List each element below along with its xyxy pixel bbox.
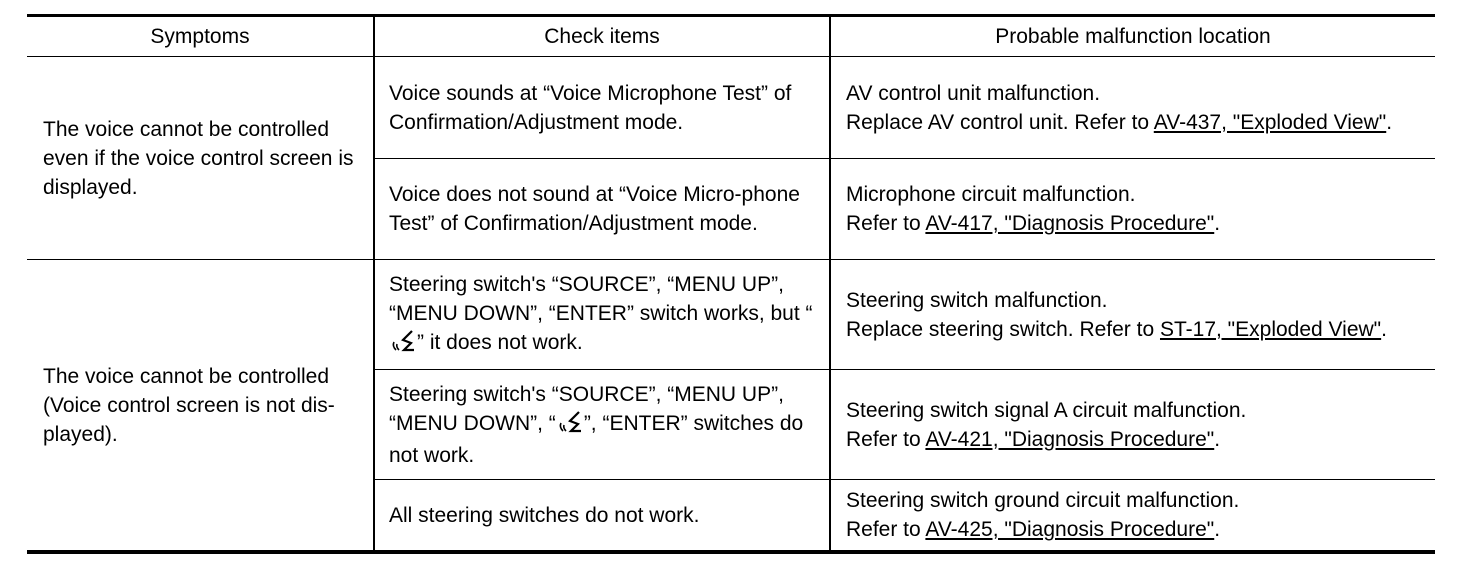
- location-prefix: Refer to: [846, 427, 926, 451]
- reference-link[interactable]: AV-417, "Diagnosis Procedure": [925, 212, 1215, 235]
- symptom-cell: [43, 260, 365, 550]
- location-suffix: .: [1386, 110, 1393, 134]
- header-check-items: Check items: [544, 25, 660, 48]
- location-cell: [846, 57, 1416, 158]
- reference-link[interactable]: ST-17, "Exploded View": [1159, 317, 1382, 341]
- location-suffix: .: [1214, 427, 1221, 451]
- location-cell: [846, 370, 1416, 479]
- location-cell: [846, 159, 1416, 259]
- symptom-text: The voice cannot be controlled even if the voice control screen is displayed.: [43, 117, 354, 199]
- check-item-text: [389, 380, 825, 470]
- check-item-text: Voice sounds at “Voice Microphone Test” of Confirmation/Adjustment mode.: [389, 81, 792, 134]
- location-title: Steering switch signal A circuit malfunction.: [846, 398, 1247, 422]
- check-item-text-part: ”, “ENTER” switches do not work.: [389, 411, 804, 467]
- voice-switch-icon: [390, 328, 416, 360]
- check-item-text-part: Steering switch's “SOURCE”, “MENU UP”, “MENU DOWN”, “ENTER” switch works, but “: [389, 272, 813, 325]
- diagnosis-table: [27, 14, 1435, 554]
- symptom-cell: [43, 57, 365, 259]
- location-cell: [846, 260, 1416, 369]
- location-title: Steering switch malfunction.: [846, 288, 1108, 312]
- location-title: Steering switch ground circuit malfunction.: [846, 489, 1240, 512]
- location-suffix: .: [1214, 518, 1221, 541]
- check-item-text-part: Steering switch's “SOURCE”, “MENU UP”, “MENU DOWN”, “: [389, 382, 784, 435]
- check-item-cell: [389, 480, 825, 550]
- header-probable-location: Probable malfunction location: [995, 25, 1271, 48]
- reference-link[interactable]: AV-437, "Exploded View": [1153, 110, 1387, 134]
- column-divider: [373, 14, 375, 554]
- header-symptoms: Symptoms: [150, 25, 250, 48]
- reference-link[interactable]: AV-421, "Diagnosis Procedure": [925, 427, 1215, 451]
- check-item-text: Voice does not sound at “Voice Micro-phone Test” of Confirmation/Adjustment mode.: [389, 183, 800, 235]
- location-title: AV control unit malfunction.: [846, 81, 1101, 105]
- check-item-cell: [389, 370, 825, 479]
- location-cell: [846, 480, 1416, 550]
- location-suffix: .: [1381, 317, 1387, 341]
- location-title: Microphone circuit malfunction.: [846, 183, 1136, 206]
- check-item-text: All steering switches do not work.: [389, 503, 700, 527]
- location-prefix: Refer to: [846, 518, 926, 541]
- location-prefix: Refer to: [846, 212, 926, 235]
- check-item-cell: [389, 260, 825, 369]
- location-suffix: .: [1214, 212, 1221, 235]
- location-prefix: Replace steering switch. Refer to: [846, 317, 1160, 341]
- check-item-cell: [389, 57, 825, 158]
- check-item-text-part: ” it does not work.: [417, 330, 583, 354]
- voice-switch-icon: [557, 409, 583, 441]
- check-item-cell: [389, 159, 825, 259]
- check-item-text: [389, 270, 825, 360]
- column-divider: [829, 14, 831, 554]
- reference-link[interactable]: AV-425, "Diagnosis Procedure": [925, 518, 1215, 541]
- table-bottom-border: [27, 550, 1435, 554]
- location-prefix: Replace AV control unit. Refer to: [846, 110, 1154, 134]
- symptom-text: The voice cannot be controlled (Voice control screen is not dis-played).: [43, 364, 335, 446]
